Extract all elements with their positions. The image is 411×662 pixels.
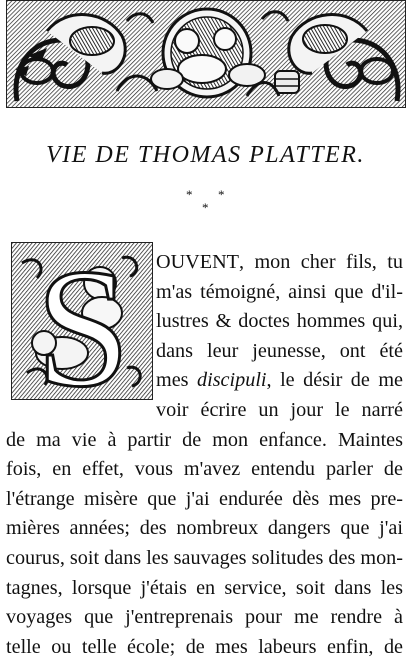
text-line: voyages que j'entreprenais pour me rendre à xyxy=(6,606,403,629)
text-line: mières années; des nombreux dangers que j'ai xyxy=(6,517,403,540)
text-line: de ma vie à partir de mon enfance. Maintes xyxy=(6,428,403,451)
asterisk: * xyxy=(218,187,225,202)
page-title: VIE DE THOMAS PLATTER. xyxy=(46,142,365,168)
ornamental-headpiece xyxy=(6,0,406,108)
text-line: telle ou telle école; de mes labeurs enfin, de xyxy=(6,635,403,658)
text-line: courus, soit dans les sauvages solitudes des mon- xyxy=(6,546,403,569)
italic-term: discipuli xyxy=(197,369,267,392)
asterisk: * xyxy=(202,200,209,215)
text-line: m'as témoigné, ainsi que d'il- xyxy=(156,280,403,303)
dropcap-letter: S xyxy=(35,243,131,400)
text-line-content: , mon cher fils, tu xyxy=(238,251,403,273)
text-line: l'étrange misère que j'ai endurée dès mes pre- xyxy=(6,487,403,510)
body-text xyxy=(6,248,403,662)
text-line xyxy=(6,248,403,278)
text-fragment: , le désir de me xyxy=(266,369,403,392)
asterisk: * xyxy=(186,187,193,202)
baroque-putti-headpiece-icon xyxy=(7,1,406,108)
text-line: voir écrire un jour le narré xyxy=(156,398,403,421)
text-line: lustres & doctes hommes qui, xyxy=(156,310,403,333)
text-line xyxy=(6,366,403,396)
lead-caps: OUVENT xyxy=(156,251,239,273)
text-fragment: mes xyxy=(156,369,197,392)
text-line: tagnes, lorsque j'étais en service, soit dans les xyxy=(6,576,403,599)
text-line: fois, en effet, vous m'avez entendu parler de xyxy=(6,458,403,481)
text-line: dans leur jeunesse, ont été xyxy=(156,339,403,362)
asterism-separator xyxy=(0,188,411,218)
